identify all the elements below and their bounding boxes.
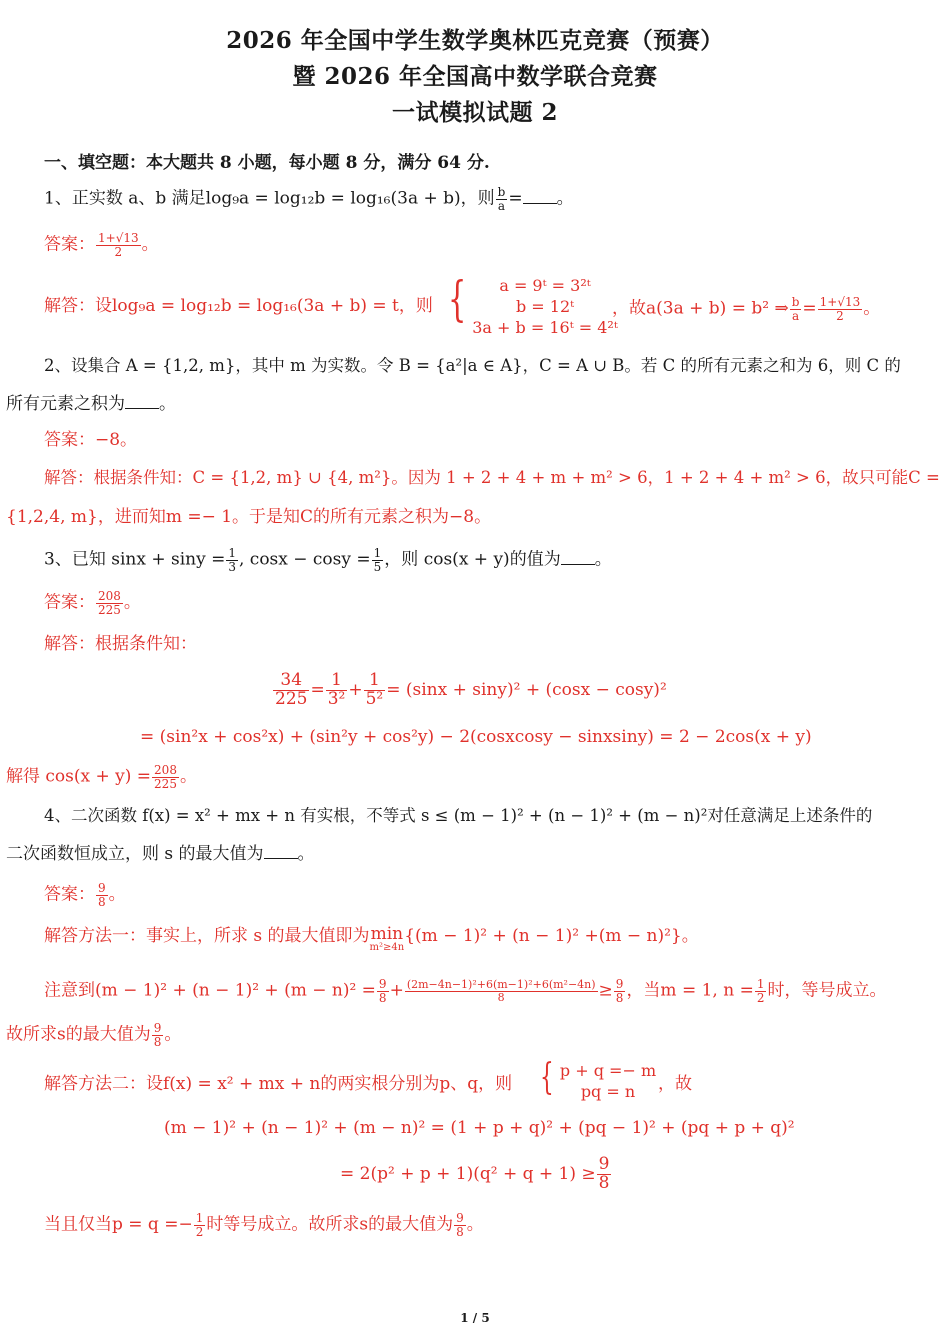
- solution-4-equation-2: = 2(p² + p + 1)(q² + q + 1) ≥ $\frac{9}{8}$: [340, 1154, 610, 1193]
- solution-3-equation-1: $\frac{34}{225}$ = $\frac{1}{\text{3²}}$ + $\frac{1}{\text{5²}}$ = (sinx + siny)² + (cosx − cosy)²: [275, 670, 667, 709]
- section-heading: 一、填空题：本大题共 8 小题，每小题 8 分，满分 64 分.: [44, 153, 490, 173]
- title-line-2: 暨 2026 年全国高中数学联合竞赛: [292, 63, 658, 90]
- solution-4-method-2-lead: 解答方法二：设f(x) = x² + mx + n的两实根分别为p、q，则: [44, 1074, 513, 1094]
- solution-4-equation-1: (m − 1)² + (n − 1)² + (m − n)² = (1 + p + q)² + (pq − 1)² + (pq + p + q)²: [164, 1118, 795, 1138]
- brace-1: {: [448, 271, 467, 327]
- answer-3: 答案： $\frac{208}{225}$ 。: [44, 589, 141, 617]
- system-2: p + q =− m pq = n: [559, 1061, 657, 1101]
- solution-4-method-2-result: 当且仅当p = q =− $\frac{1}{2}$ 时等号成立。故所求s的最大值为 $\frac{9}{8}$ 。: [44, 1211, 484, 1239]
- solution-1-result: ，故a(3a + b) = b² ⇒ $\frac{b}{a}$ = $\frac{1+√13}{2}$ 。: [612, 295, 881, 323]
- question-4-line-1: 4、二次函数 f(x) = x² + mx + n 有实根，不等式 s ≤ (m − 1)² + (n − 1)² + (m − n)²对任意满足上述条件的: [44, 806, 873, 825]
- question-1: 1、正实数 a、b 满足log₉a = log₁₂b = log₁₆(3a + b)，则 $\frac{b}{a}$ = 。: [44, 185, 574, 213]
- title-line-1: 2026 年全国中学生数学奥林匹克竞赛（预赛）: [226, 27, 724, 54]
- answer-blank: [523, 189, 557, 204]
- solution-4-method-2-gu: ，故: [658, 1074, 692, 1094]
- answer-4: 答案： $\frac{9}{8}$ 。: [44, 881, 126, 909]
- solution-2-line-2: {1,2,4, m}，进而知m =− 1。于是知C的所有元素之积为−8。: [6, 507, 492, 527]
- question-3: 3、已知 sinx + siny = $\frac{1}{3}$ , cosx − cosy = $\frac{1}{5}$ ，则 cos(x + y)的值为 。: [44, 546, 612, 574]
- solution-3-result: 解得 cos(x + y) = $\frac{208}{225}$ 。: [6, 763, 197, 791]
- question-2-line-1: 2、设集合 A = {1,2, m}，其中 m 为实数。令 B = {a²|a ∈ A}，C = A ∪ B。若 C 的所有元素之和为 6，则 C 的: [44, 356, 901, 375]
- solution-4-method-1: 解答方法一：事实上，所求 s 的最大值即为 min m²≥4n {(m − 1)² + (n − 1)² +(m − n)²}。: [44, 924, 699, 953]
- title-line-3: 一试模拟试题 2: [391, 99, 558, 126]
- solution-3-label: 解答：根据条件知：: [44, 634, 197, 654]
- answer-blank: [125, 394, 159, 409]
- solution-1-lead: 解答：设log₉a = log₁₂b = log₁₆(3a + b) = t，则: [44, 296, 433, 316]
- question-2-line-2: 所有元素之积为 。: [6, 394, 176, 414]
- brace-2: {: [540, 1057, 554, 1098]
- answer-2: 答案：−8。: [44, 430, 138, 450]
- solution-4-method-1-result: 故所求s的最大值为 $\frac{9}{8}$ 。: [6, 1021, 182, 1049]
- page-number: 1 / 5: [460, 1311, 490, 1325]
- answer-blank: [561, 550, 595, 565]
- question-4-line-2: 二次函数恒成立，则 s 的最大值为 。: [6, 844, 315, 864]
- solution-4-method-1-note: 注意到(m − 1)² + (n − 1)² + (m − n)² = $\frac{9}{8}$ + $\frac{\text{(2m−4n−1)²+6(m−1)²+6(m²−4n)}}{8}$ ≥ $\frac{9}{8}$ ，当m = 1, n = $\frac{1}{2}$ 时，等号成立。: [44, 977, 887, 1005]
- answer-1: 答案： $\frac{1+√13}{2}$ 。: [44, 231, 159, 259]
- solution-2-line-1: 解答：根据条件知：C = {1,2, m} ∪ {4, m²}。因为 1 + 2 + 4 + m + m² > 6，1 + 2 + 4 + m² > 6，故只可能C =: [44, 468, 940, 487]
- solution-3-equation-2: = (sin²x + cos²x) + (sin²y + cos²y) − 2(cosxcosy − sinxsiny) = 2 − 2cos(x + y): [140, 727, 812, 747]
- answer-blank: [264, 844, 298, 859]
- system-1: a = 9ᵗ = 3²ᵗ b = 12ᵗ 3a + b = 16ᵗ = 4²ᵗ: [472, 276, 618, 337]
